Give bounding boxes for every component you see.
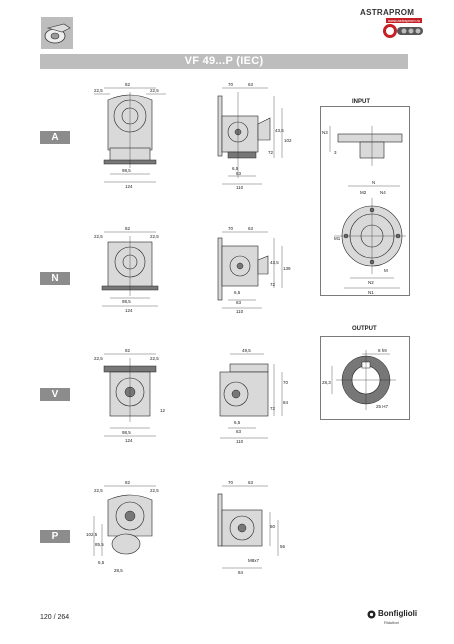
dim-text: 6,5	[234, 290, 241, 295]
dim-text: 70	[283, 380, 289, 385]
dim-text: 43,5	[275, 128, 284, 133]
dim-text: 98,5	[122, 168, 131, 173]
drawing-n-front	[90, 222, 170, 314]
dim-text: 22,5	[150, 88, 159, 93]
dim-text: 63	[248, 480, 254, 485]
dim-text: 49,5	[242, 348, 251, 353]
dim-text: N2	[368, 280, 374, 285]
dim-text: 6,5	[98, 560, 105, 565]
drawing-a-front	[90, 78, 170, 190]
dim-text: M2	[360, 190, 367, 195]
dim-text: 63	[236, 300, 242, 305]
dim-text: 124	[125, 308, 133, 313]
brand-logo	[360, 8, 434, 44]
dim-text: 110	[236, 309, 244, 314]
drawing-v-side	[208, 344, 292, 444]
dim-text: 43,5	[270, 260, 279, 265]
drawing-p-front	[86, 476, 170, 576]
dim-text: 82	[125, 480, 131, 485]
drawing-a-side	[208, 78, 292, 190]
dim-text: 60	[270, 524, 276, 529]
dim-text: 63	[248, 226, 254, 231]
variant-label-p: P	[40, 530, 70, 543]
dim-text: 6,5	[234, 420, 241, 425]
dim-text: 22,5	[94, 488, 103, 493]
dim-text: 139	[283, 266, 291, 271]
dim-text: 72	[270, 282, 276, 287]
dim-text: 84	[283, 400, 289, 405]
dim-text: 22,5	[94, 88, 103, 93]
dim-text: 6,5	[232, 166, 239, 171]
page-title: VF 49...P (IEC)	[184, 55, 264, 67]
dim-text: 124	[125, 184, 133, 189]
dim-text: 56	[280, 544, 286, 549]
dim-text: 72	[270, 406, 276, 411]
page-number: 120 / 264	[40, 614, 70, 621]
dim-text: M	[384, 268, 388, 273]
drawing-n-side	[208, 222, 292, 314]
dim-text: 28,3	[322, 380, 331, 385]
dim-text: 82	[125, 226, 131, 231]
dim-text: 63	[236, 171, 242, 176]
dim-text: 85,5	[95, 542, 104, 547]
dim-text: 110	[236, 185, 244, 190]
dim-text: 98,5	[122, 299, 131, 304]
dim-text: 124	[125, 438, 133, 443]
footer-brand-sub: Riduttori	[384, 620, 399, 625]
dim-text: 63	[248, 82, 254, 87]
dim-text: 22,5	[94, 234, 103, 239]
variant-label-v: V	[40, 388, 70, 401]
bonfiglioli-logo-icon	[367, 610, 376, 619]
brand-emblem-icon	[382, 23, 426, 39]
dim-text: 3	[334, 150, 337, 155]
dim-text: 70	[228, 480, 234, 485]
input-panel	[320, 106, 410, 296]
dim-text: M8x7	[248, 558, 260, 563]
dim-text: 25 H7	[376, 404, 389, 409]
output-label: OUTPUT	[352, 326, 377, 332]
dim-text: 110	[236, 439, 244, 444]
dim-text: 8 h9	[378, 348, 387, 353]
brand-sub: www.astraprom.ru	[388, 18, 421, 23]
drawing-p-side	[208, 476, 292, 576]
dim-text: 82	[125, 348, 131, 353]
dim-text: 98,5	[122, 430, 131, 435]
dim-text: 22,5	[150, 488, 159, 493]
dim-text: 28,5	[114, 568, 123, 573]
variant-label-n: N	[40, 272, 70, 285]
brand-name: ASTRAPROM	[360, 8, 415, 17]
dim-text: 22,5	[150, 234, 159, 239]
dim-text: 84	[238, 570, 244, 575]
dim-text: N3	[322, 130, 328, 135]
dim-text: 70	[228, 82, 234, 87]
dim-text: 102,5	[86, 532, 98, 537]
dim-text: 82	[125, 82, 131, 87]
dim-text: N1	[368, 290, 374, 295]
dim-text: 70	[228, 226, 234, 231]
output-panel	[320, 336, 410, 420]
variant-label-a: A	[40, 131, 70, 144]
drawing-v-front	[90, 344, 170, 444]
title-bar	[40, 54, 408, 69]
dim-text: 102	[284, 138, 292, 143]
gearbox-icon	[40, 16, 74, 50]
dim-text: 22,5	[150, 356, 159, 361]
dim-text: 22,5	[94, 356, 103, 361]
dim-text: 63	[236, 429, 242, 434]
footer-brand: Bonfiglioli	[378, 609, 418, 618]
dim-text: 12	[160, 408, 166, 413]
dim-text: N	[372, 180, 376, 185]
dim-text: N4	[380, 190, 386, 195]
input-label: INPUT	[352, 99, 370, 105]
dim-text: M1	[334, 236, 341, 241]
dim-text: 72	[268, 150, 274, 155]
